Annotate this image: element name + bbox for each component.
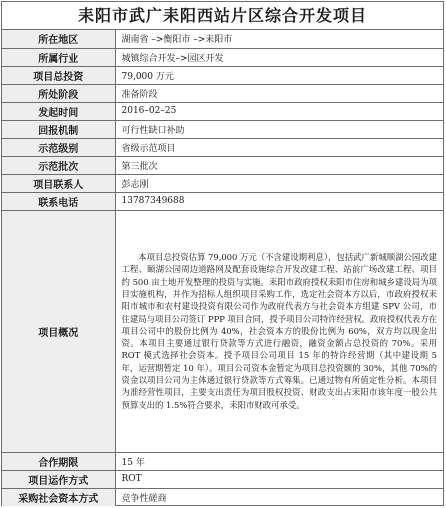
label-contact-phone: 联系电话 (2, 192, 115, 210)
label-total-investment: 项目总投资 (2, 66, 115, 84)
row-industry (2, 48, 443, 66)
row-launch-date (2, 102, 443, 120)
row-demo-batch (2, 156, 443, 174)
label-procurement-method: 采购社会资本方式 (2, 488, 115, 506)
row-stage (2, 84, 443, 102)
row-cooperation-term (2, 452, 443, 470)
value-demo-level: 省级示范项目 (115, 138, 443, 156)
row-region (2, 30, 443, 48)
value-demo-batch: 第三批次 (115, 156, 443, 174)
row-return-mechanism (2, 120, 443, 138)
row-project-overview (2, 210, 443, 452)
label-launch-date: 发起时间 (2, 102, 115, 120)
row-operation-mode (2, 470, 443, 488)
value-contact-phone: 13787349688 (115, 192, 443, 210)
label-demo-batch: 示范批次 (2, 156, 115, 174)
label-return-mechanism: 回报机制 (2, 120, 115, 138)
label-cooperation-term: 合作期限 (2, 452, 115, 470)
value-cooperation-term: 15 年 (115, 452, 443, 470)
value-project-overview: 本项目总投资估算 79,000 万元（不含建设期利息），包括武广新城顺湖公园改建工程、颐湖公园周边道路网及配套设施综合开发改建工程、站前广场改建工程、项目约 500 亩土地开发整理的投资与实施。耒阳市政府授权耒阳市住房和城乡建设局为项目实施机构，并作为招标人组织项目采购工作，选定社会资本方以后，市政府授权耒阳市城市和农村建设投资有限公司作为政府代表方与社会资本方组建 SPV 公司，市住建局与项目公司签订 PPP 项目合同，授予项目公司特许经营权。政府授权代表方在项目公司中的股份比例为 40%，社会资本方的股份比例为 60%，双方均以现金出资。本项目主要通过银行贷款等方式进行融资，融资金额占总投资的 70%。采用 ROT 模式选择社会资本。授予项目公司项目 15 年的特许经营期（其中建设期 5 年，运营期暂定 10 年）。项目公司资本金暂定为项目总投资额的 30%，其他 70%的资金以项目公司为主体通过银行贷款等方式筹集。已通过物有所值定性分析。本项目为准经营性项目，主要支出责任为项目股权投资、财政支出占耒阳市该年度一般公共预算支出的 1.5%符合要求，耒阳市财政可承受。 (115, 210, 443, 452)
value-region: 湖南省 –>衡阳市 –>耒阳市 (121, 35, 233, 46)
row-procurement-method (2, 488, 443, 506)
value-industry: 城镇综合开发–>园区开发 (115, 48, 443, 66)
label-demo-level: 示范级别 (2, 138, 115, 156)
value-contact-person: 彭志刚 (115, 174, 443, 192)
value-launch-date: 2016–02–25 (115, 102, 443, 120)
row-contact-person (2, 174, 443, 192)
label-industry: 所属行业 (2, 48, 115, 66)
label-contact-person: 项目联系人 (2, 174, 115, 192)
project-info-table (2, 30, 443, 506)
row-contact-phone (2, 192, 443, 210)
label-region: 所在地区 (2, 30, 115, 48)
value-total-investment: 79,000 万元 (115, 66, 443, 84)
label-project-overview: 项目概况 (2, 210, 115, 452)
project-info-sheet (1, 1, 444, 506)
label-stage: 所处阶段 (2, 84, 115, 102)
label-operation-mode: 项目运作方式 (2, 470, 115, 488)
page-title: 耒阳市武广耒阳西站片区综合开发项目 (2, 2, 443, 30)
value-stage: 准备阶段 (115, 84, 443, 102)
value-return-mechanism: 可行性缺口补助 (115, 120, 443, 138)
row-demo-level (2, 138, 443, 156)
value-procurement-method: 竞争性磋商 (115, 488, 443, 506)
value-operation-mode: ROT (115, 470, 443, 488)
row-total-investment (2, 66, 443, 84)
